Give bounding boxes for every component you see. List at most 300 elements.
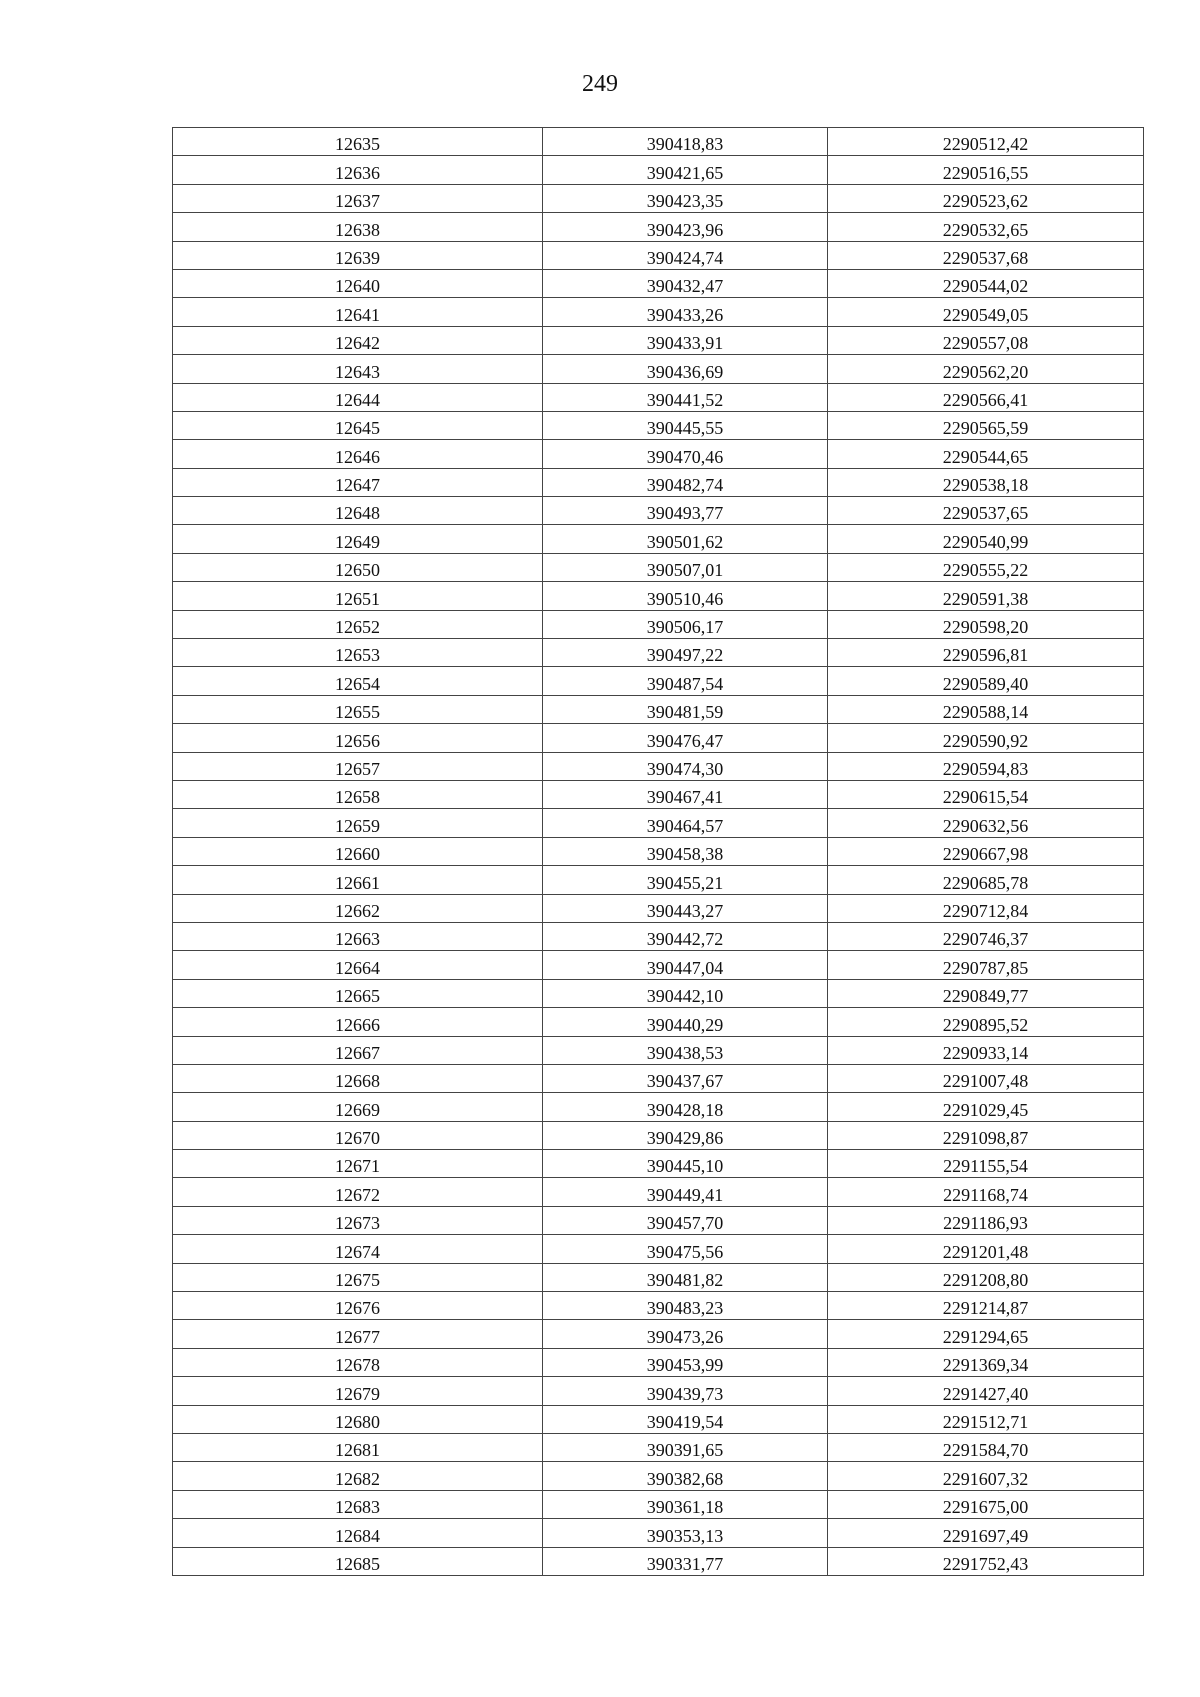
point-number-cell <box>173 440 543 468</box>
cell-text: 2291155,54 <box>943 1156 1028 1177</box>
x-coordinate-cell <box>543 724 828 752</box>
table-row <box>173 326 1144 354</box>
cell-text: 12640 <box>335 276 380 297</box>
cell-text: 2290555,22 <box>942 560 1029 581</box>
cell-text: 2290849,77 <box>942 986 1029 1007</box>
table-row <box>173 1150 1144 1178</box>
cell-text: 390445,55 <box>646 418 724 439</box>
cell-text: 2290562,20 <box>942 361 1029 382</box>
cell-text: 390510,46 <box>646 588 724 609</box>
x-coordinate-cell <box>543 298 828 326</box>
point-number-cell <box>173 695 543 723</box>
cell-text: 2290598,20 <box>942 617 1029 638</box>
y-coordinate-cell <box>828 780 1144 808</box>
cell-text: 390433,91 <box>646 333 724 354</box>
cell-text: 390432,47 <box>646 276 724 297</box>
y-coordinate-cell <box>828 1178 1144 1206</box>
cell-text: 390475,56 <box>646 1241 724 1262</box>
table-row <box>173 979 1144 1007</box>
x-coordinate-cell <box>543 1348 828 1376</box>
y-coordinate-cell <box>828 979 1144 1007</box>
point-number-cell <box>173 951 543 979</box>
cell-text: 2291208,80 <box>942 1270 1029 1291</box>
x-coordinate-cell <box>543 1150 828 1178</box>
x-coordinate-cell <box>543 1433 828 1461</box>
cell-text: 2291427,40 <box>942 1383 1029 1404</box>
cell-text: 390506,17 <box>646 617 724 638</box>
y-coordinate-cell <box>828 752 1144 780</box>
point-number-cell <box>173 1462 543 1490</box>
y-coordinate-cell <box>828 241 1144 269</box>
cell-text: 12675 <box>335 1270 380 1291</box>
cell-text: 2290523,62 <box>942 191 1029 212</box>
cell-text: 2290590,92 <box>942 730 1029 751</box>
cell-text: 12648 <box>335 503 380 524</box>
cell-text: 390457,70 <box>646 1213 724 1234</box>
table-row <box>173 1064 1144 1092</box>
x-coordinate-cell <box>543 156 828 184</box>
y-coordinate-cell <box>828 724 1144 752</box>
y-coordinate-cell <box>828 355 1144 383</box>
cell-text: 12666 <box>335 1014 380 1035</box>
x-coordinate-cell <box>543 837 828 865</box>
y-coordinate-cell <box>828 1206 1144 1234</box>
x-coordinate-cell <box>543 213 828 241</box>
table-row <box>173 780 1144 808</box>
cell-text: 12678 <box>335 1355 380 1376</box>
cell-text: 12635 <box>335 134 380 155</box>
x-coordinate-cell <box>543 1178 828 1206</box>
cell-text: 2290746,37 <box>942 929 1029 950</box>
x-coordinate-cell <box>543 1008 828 1036</box>
point-number-cell <box>173 468 543 496</box>
table-row <box>173 639 1144 667</box>
cell-text: 2290512,42 <box>942 134 1029 155</box>
cell-text: 12664 <box>335 957 380 978</box>
point-number-cell <box>173 582 543 610</box>
y-coordinate-cell <box>828 894 1144 922</box>
cell-text: 390382,68 <box>646 1468 724 1489</box>
table-row <box>173 1405 1144 1433</box>
point-number-cell <box>173 1405 543 1433</box>
table-row <box>173 695 1144 723</box>
cell-text: 12684 <box>335 1525 380 1546</box>
point-number-cell <box>173 1235 543 1263</box>
cell-text: 2291607,32 <box>942 1468 1029 1489</box>
coordinates-table-body <box>173 128 1144 1576</box>
cell-text: 12656 <box>335 730 380 751</box>
table-row <box>173 497 1144 525</box>
y-coordinate-cell <box>828 1064 1144 1092</box>
cell-text: 12650 <box>335 560 380 581</box>
point-number-cell <box>173 667 543 695</box>
cell-text: 390467,41 <box>646 787 724 808</box>
cell-text: 12657 <box>335 758 380 779</box>
cell-text: 2290537,65 <box>942 503 1029 524</box>
x-coordinate-cell <box>543 326 828 354</box>
cell-text: 12653 <box>335 645 380 666</box>
cell-text: 2291369,34 <box>942 1355 1029 1376</box>
table-row <box>173 553 1144 581</box>
cell-text: 2290516,55 <box>942 162 1029 183</box>
table-row <box>173 667 1144 695</box>
table-row <box>173 184 1144 212</box>
y-coordinate-cell <box>828 1093 1144 1121</box>
table-row <box>173 1121 1144 1149</box>
cell-text: 390436,69 <box>646 361 724 382</box>
x-coordinate-cell <box>543 355 828 383</box>
cell-text: 12685 <box>335 1553 380 1574</box>
y-coordinate-cell <box>828 1348 1144 1376</box>
cell-text: 390458,38 <box>646 844 724 865</box>
cell-text: 390474,30 <box>646 758 724 779</box>
cell-text: 2290557,08 <box>942 333 1029 354</box>
cell-text: 12637 <box>335 191 380 212</box>
cell-text: 12638 <box>335 219 380 240</box>
y-coordinate-cell <box>828 1320 1144 1348</box>
point-number-cell <box>173 1490 543 1518</box>
cell-text: 2290588,14 <box>942 702 1029 723</box>
cell-text: 12658 <box>335 787 380 808</box>
cell-text: 390391,65 <box>646 1440 724 1461</box>
cell-text: 390418,83 <box>646 134 724 155</box>
cell-text: 2290532,65 <box>942 219 1029 240</box>
page-number: 249 <box>582 71 618 97</box>
point-number-cell <box>173 809 543 837</box>
cell-text: 12643 <box>335 361 380 382</box>
y-coordinate-cell <box>828 1519 1144 1547</box>
cell-text: 12680 <box>335 1411 380 1432</box>
point-number-cell <box>173 780 543 808</box>
x-coordinate-cell <box>543 1093 828 1121</box>
point-number-cell <box>173 553 543 581</box>
cell-text: 12649 <box>335 531 380 552</box>
table-row <box>173 582 1144 610</box>
cell-text: 390439,73 <box>646 1383 724 1404</box>
y-coordinate-cell <box>828 582 1144 610</box>
table-row <box>173 837 1144 865</box>
y-coordinate-cell <box>828 411 1144 439</box>
table-row <box>173 1348 1144 1376</box>
point-number-cell <box>173 1292 543 1320</box>
cell-text: 12665 <box>335 986 380 1007</box>
cell-text: 2291098,87 <box>942 1128 1029 1149</box>
x-coordinate-cell <box>543 1547 828 1575</box>
cell-text: 12644 <box>335 389 380 410</box>
x-coordinate-cell <box>543 866 828 894</box>
x-coordinate-cell <box>543 695 828 723</box>
cell-text: 2290589,40 <box>942 673 1029 694</box>
x-coordinate-cell <box>543 525 828 553</box>
cell-text: 12682 <box>335 1468 380 1489</box>
cell-text: 2290565,59 <box>942 418 1029 439</box>
y-coordinate-cell <box>828 1405 1144 1433</box>
point-number-cell <box>173 1377 543 1405</box>
table-row <box>173 525 1144 553</box>
table-row <box>173 1292 1144 1320</box>
cell-text: 390449,41 <box>646 1184 724 1205</box>
x-coordinate-cell <box>543 184 828 212</box>
y-coordinate-cell <box>828 1263 1144 1291</box>
cell-text: 12663 <box>335 929 380 950</box>
cell-text: 390476,47 <box>646 730 724 751</box>
cell-text: 2290537,68 <box>942 247 1029 268</box>
y-coordinate-cell <box>828 1547 1144 1575</box>
cell-text: 12677 <box>335 1326 380 1347</box>
point-number-cell <box>173 979 543 1007</box>
y-coordinate-cell <box>828 553 1144 581</box>
y-coordinate-cell <box>828 667 1144 695</box>
cell-text: 12662 <box>335 900 380 921</box>
y-coordinate-cell <box>828 1377 1144 1405</box>
table-row <box>173 752 1144 780</box>
table-row <box>173 1433 1144 1461</box>
cell-text: 12636 <box>335 162 380 183</box>
x-coordinate-cell <box>543 610 828 638</box>
point-number-cell <box>173 610 543 638</box>
table-row <box>173 1320 1144 1348</box>
table-row <box>173 809 1144 837</box>
point-number-cell <box>173 156 543 184</box>
cell-text: 390483,23 <box>646 1298 724 1319</box>
table-row <box>173 128 1144 156</box>
table-row <box>173 1462 1144 1490</box>
table-row <box>173 610 1144 638</box>
x-coordinate-cell <box>543 1292 828 1320</box>
cell-text: 2291214,87 <box>942 1298 1029 1319</box>
y-coordinate-cell <box>828 610 1144 638</box>
cell-text: 390423,96 <box>646 219 724 240</box>
cell-text: 2291186,93 <box>943 1213 1028 1234</box>
cell-text: 390438,53 <box>646 1042 724 1063</box>
cell-text: 12668 <box>335 1071 380 1092</box>
point-number-cell <box>173 1093 543 1121</box>
cell-text: 390473,26 <box>646 1326 724 1347</box>
point-number-cell <box>173 525 543 553</box>
x-coordinate-cell <box>543 1519 828 1547</box>
cell-text: 2291294,65 <box>942 1326 1029 1347</box>
point-number-cell <box>173 383 543 411</box>
point-number-cell <box>173 1121 543 1149</box>
y-coordinate-cell <box>828 951 1144 979</box>
point-number-cell <box>173 355 543 383</box>
cell-text: 390470,46 <box>646 446 724 467</box>
x-coordinate-cell <box>543 440 828 468</box>
cell-text: 2290544,65 <box>942 446 1029 467</box>
y-coordinate-cell <box>828 1121 1144 1149</box>
cell-text: 12647 <box>335 475 380 496</box>
cell-text: 390464,57 <box>646 815 724 836</box>
x-coordinate-cell <box>543 468 828 496</box>
cell-text: 390481,82 <box>646 1270 724 1291</box>
cell-text: 390437,67 <box>646 1071 724 1092</box>
point-number-cell <box>173 1348 543 1376</box>
cell-text: 390442,10 <box>646 986 724 1007</box>
cell-text: 12654 <box>335 673 380 694</box>
cell-text: 2290594,83 <box>942 758 1029 779</box>
cell-text: 390440,29 <box>646 1014 724 1035</box>
point-number-cell <box>173 1064 543 1092</box>
cell-text: 12670 <box>335 1128 380 1149</box>
cell-text: 2290667,98 <box>942 844 1029 865</box>
cell-text: 12672 <box>335 1184 380 1205</box>
x-coordinate-cell <box>543 780 828 808</box>
y-coordinate-cell <box>828 922 1144 950</box>
table-row <box>173 269 1144 297</box>
table-row <box>173 866 1144 894</box>
table-row <box>173 1519 1144 1547</box>
table-row <box>173 922 1144 950</box>
point-number-cell <box>173 1008 543 1036</box>
cell-text: 390433,26 <box>646 304 724 325</box>
point-number-cell <box>173 1178 543 1206</box>
y-coordinate-cell <box>828 866 1144 894</box>
point-number-cell <box>173 213 543 241</box>
table-row <box>173 241 1144 269</box>
x-coordinate-cell <box>543 553 828 581</box>
cell-text: 12679 <box>335 1383 380 1404</box>
cell-text: 390442,72 <box>646 929 724 950</box>
point-number-cell <box>173 724 543 752</box>
x-coordinate-cell <box>543 752 828 780</box>
y-coordinate-cell <box>828 1036 1144 1064</box>
y-coordinate-cell <box>828 1150 1144 1178</box>
point-number-cell <box>173 922 543 950</box>
point-number-cell <box>173 752 543 780</box>
cell-text: 2291168,74 <box>943 1184 1028 1205</box>
x-coordinate-cell <box>543 1121 828 1149</box>
y-coordinate-cell <box>828 497 1144 525</box>
cell-text: 12683 <box>335 1497 380 1518</box>
table-row <box>173 1547 1144 1575</box>
x-coordinate-cell <box>543 1490 828 1518</box>
y-coordinate-cell <box>828 468 1144 496</box>
cell-text: 12660 <box>335 844 380 865</box>
y-coordinate-cell <box>828 1490 1144 1518</box>
point-number-cell <box>173 497 543 525</box>
x-coordinate-cell <box>543 922 828 950</box>
y-coordinate-cell <box>828 128 1144 156</box>
cell-text: 2291007,48 <box>942 1071 1029 1092</box>
cell-text: 390361,18 <box>646 1497 724 1518</box>
y-coordinate-cell <box>828 1235 1144 1263</box>
y-coordinate-cell <box>828 269 1144 297</box>
cell-text: 12681 <box>335 1440 380 1461</box>
cell-text: 12674 <box>335 1241 380 1262</box>
y-coordinate-cell <box>828 1292 1144 1320</box>
cell-text: 390497,22 <box>646 645 724 666</box>
cell-text: 390428,18 <box>646 1099 724 1120</box>
cell-text: 2290591,38 <box>942 588 1029 609</box>
point-number-cell <box>173 1547 543 1575</box>
point-number-cell <box>173 411 543 439</box>
cell-text: 390482,74 <box>646 475 724 496</box>
x-coordinate-cell <box>543 383 828 411</box>
cell-text: 390455,21 <box>646 872 724 893</box>
x-coordinate-cell <box>543 894 828 922</box>
y-coordinate-cell <box>828 156 1144 184</box>
point-number-cell <box>173 1519 543 1547</box>
table-row <box>173 468 1144 496</box>
y-coordinate-cell <box>828 213 1144 241</box>
table-row <box>173 1206 1144 1234</box>
x-coordinate-cell <box>543 951 828 979</box>
cell-text: 2290566,41 <box>942 389 1029 410</box>
cell-text: 12661 <box>335 872 380 893</box>
x-coordinate-cell <box>543 639 828 667</box>
y-coordinate-cell <box>828 525 1144 553</box>
cell-text: 390423,35 <box>646 191 724 212</box>
cell-text: 390331,77 <box>646 1553 724 1574</box>
y-coordinate-cell <box>828 1008 1144 1036</box>
table-row <box>173 383 1144 411</box>
cell-text: 390443,27 <box>646 900 724 921</box>
point-number-cell <box>173 1320 543 1348</box>
x-coordinate-cell <box>543 1064 828 1092</box>
cell-text: 2290895,52 <box>942 1014 1029 1035</box>
cell-text: 12669 <box>335 1099 380 1120</box>
cell-text: 2290549,05 <box>942 304 1029 325</box>
table-row <box>173 1036 1144 1064</box>
point-number-cell <box>173 1263 543 1291</box>
y-coordinate-cell <box>828 695 1144 723</box>
cell-text: 12652 <box>335 617 380 638</box>
x-coordinate-cell <box>543 1036 828 1064</box>
cell-text: 2290712,84 <box>942 900 1029 921</box>
cell-text: 390353,13 <box>646 1525 724 1546</box>
x-coordinate-cell <box>543 497 828 525</box>
y-coordinate-cell <box>828 298 1144 326</box>
point-number-cell <box>173 1433 543 1461</box>
cell-text: 12639 <box>335 247 380 268</box>
cell-text: 2290596,81 <box>942 645 1029 666</box>
x-coordinate-cell <box>543 269 828 297</box>
cell-text: 390447,04 <box>646 957 724 978</box>
table-row <box>173 411 1144 439</box>
table-row <box>173 1008 1144 1036</box>
point-number-cell <box>173 298 543 326</box>
point-number-cell <box>173 241 543 269</box>
table-row <box>173 355 1144 383</box>
cell-text: 390445,10 <box>646 1156 724 1177</box>
x-coordinate-cell <box>543 1462 828 1490</box>
cell-text: 12671 <box>335 1156 380 1177</box>
y-coordinate-cell <box>828 1433 1144 1461</box>
table-row <box>173 298 1144 326</box>
cell-text: 2290540,99 <box>942 531 1029 552</box>
y-coordinate-cell <box>828 184 1144 212</box>
cell-text: 12659 <box>335 815 380 836</box>
cell-text: 2291201,48 <box>942 1241 1029 1262</box>
y-coordinate-cell <box>828 809 1144 837</box>
cell-text: 12642 <box>335 333 380 354</box>
table-row <box>173 1178 1144 1206</box>
cell-text: 390487,54 <box>646 673 724 694</box>
point-number-cell <box>173 1206 543 1234</box>
cell-text: 390421,65 <box>646 162 724 183</box>
cell-text: 390481,59 <box>646 702 724 723</box>
cell-text: 2291029,45 <box>942 1099 1029 1120</box>
point-number-cell <box>173 837 543 865</box>
x-coordinate-cell <box>543 1320 828 1348</box>
table-row <box>173 1093 1144 1121</box>
x-coordinate-cell <box>543 979 828 1007</box>
coordinates-table <box>172 127 1144 1576</box>
cell-text: 12641 <box>335 304 380 325</box>
x-coordinate-cell <box>543 1263 828 1291</box>
cell-text: 12667 <box>335 1042 380 1063</box>
x-coordinate-cell <box>543 128 828 156</box>
